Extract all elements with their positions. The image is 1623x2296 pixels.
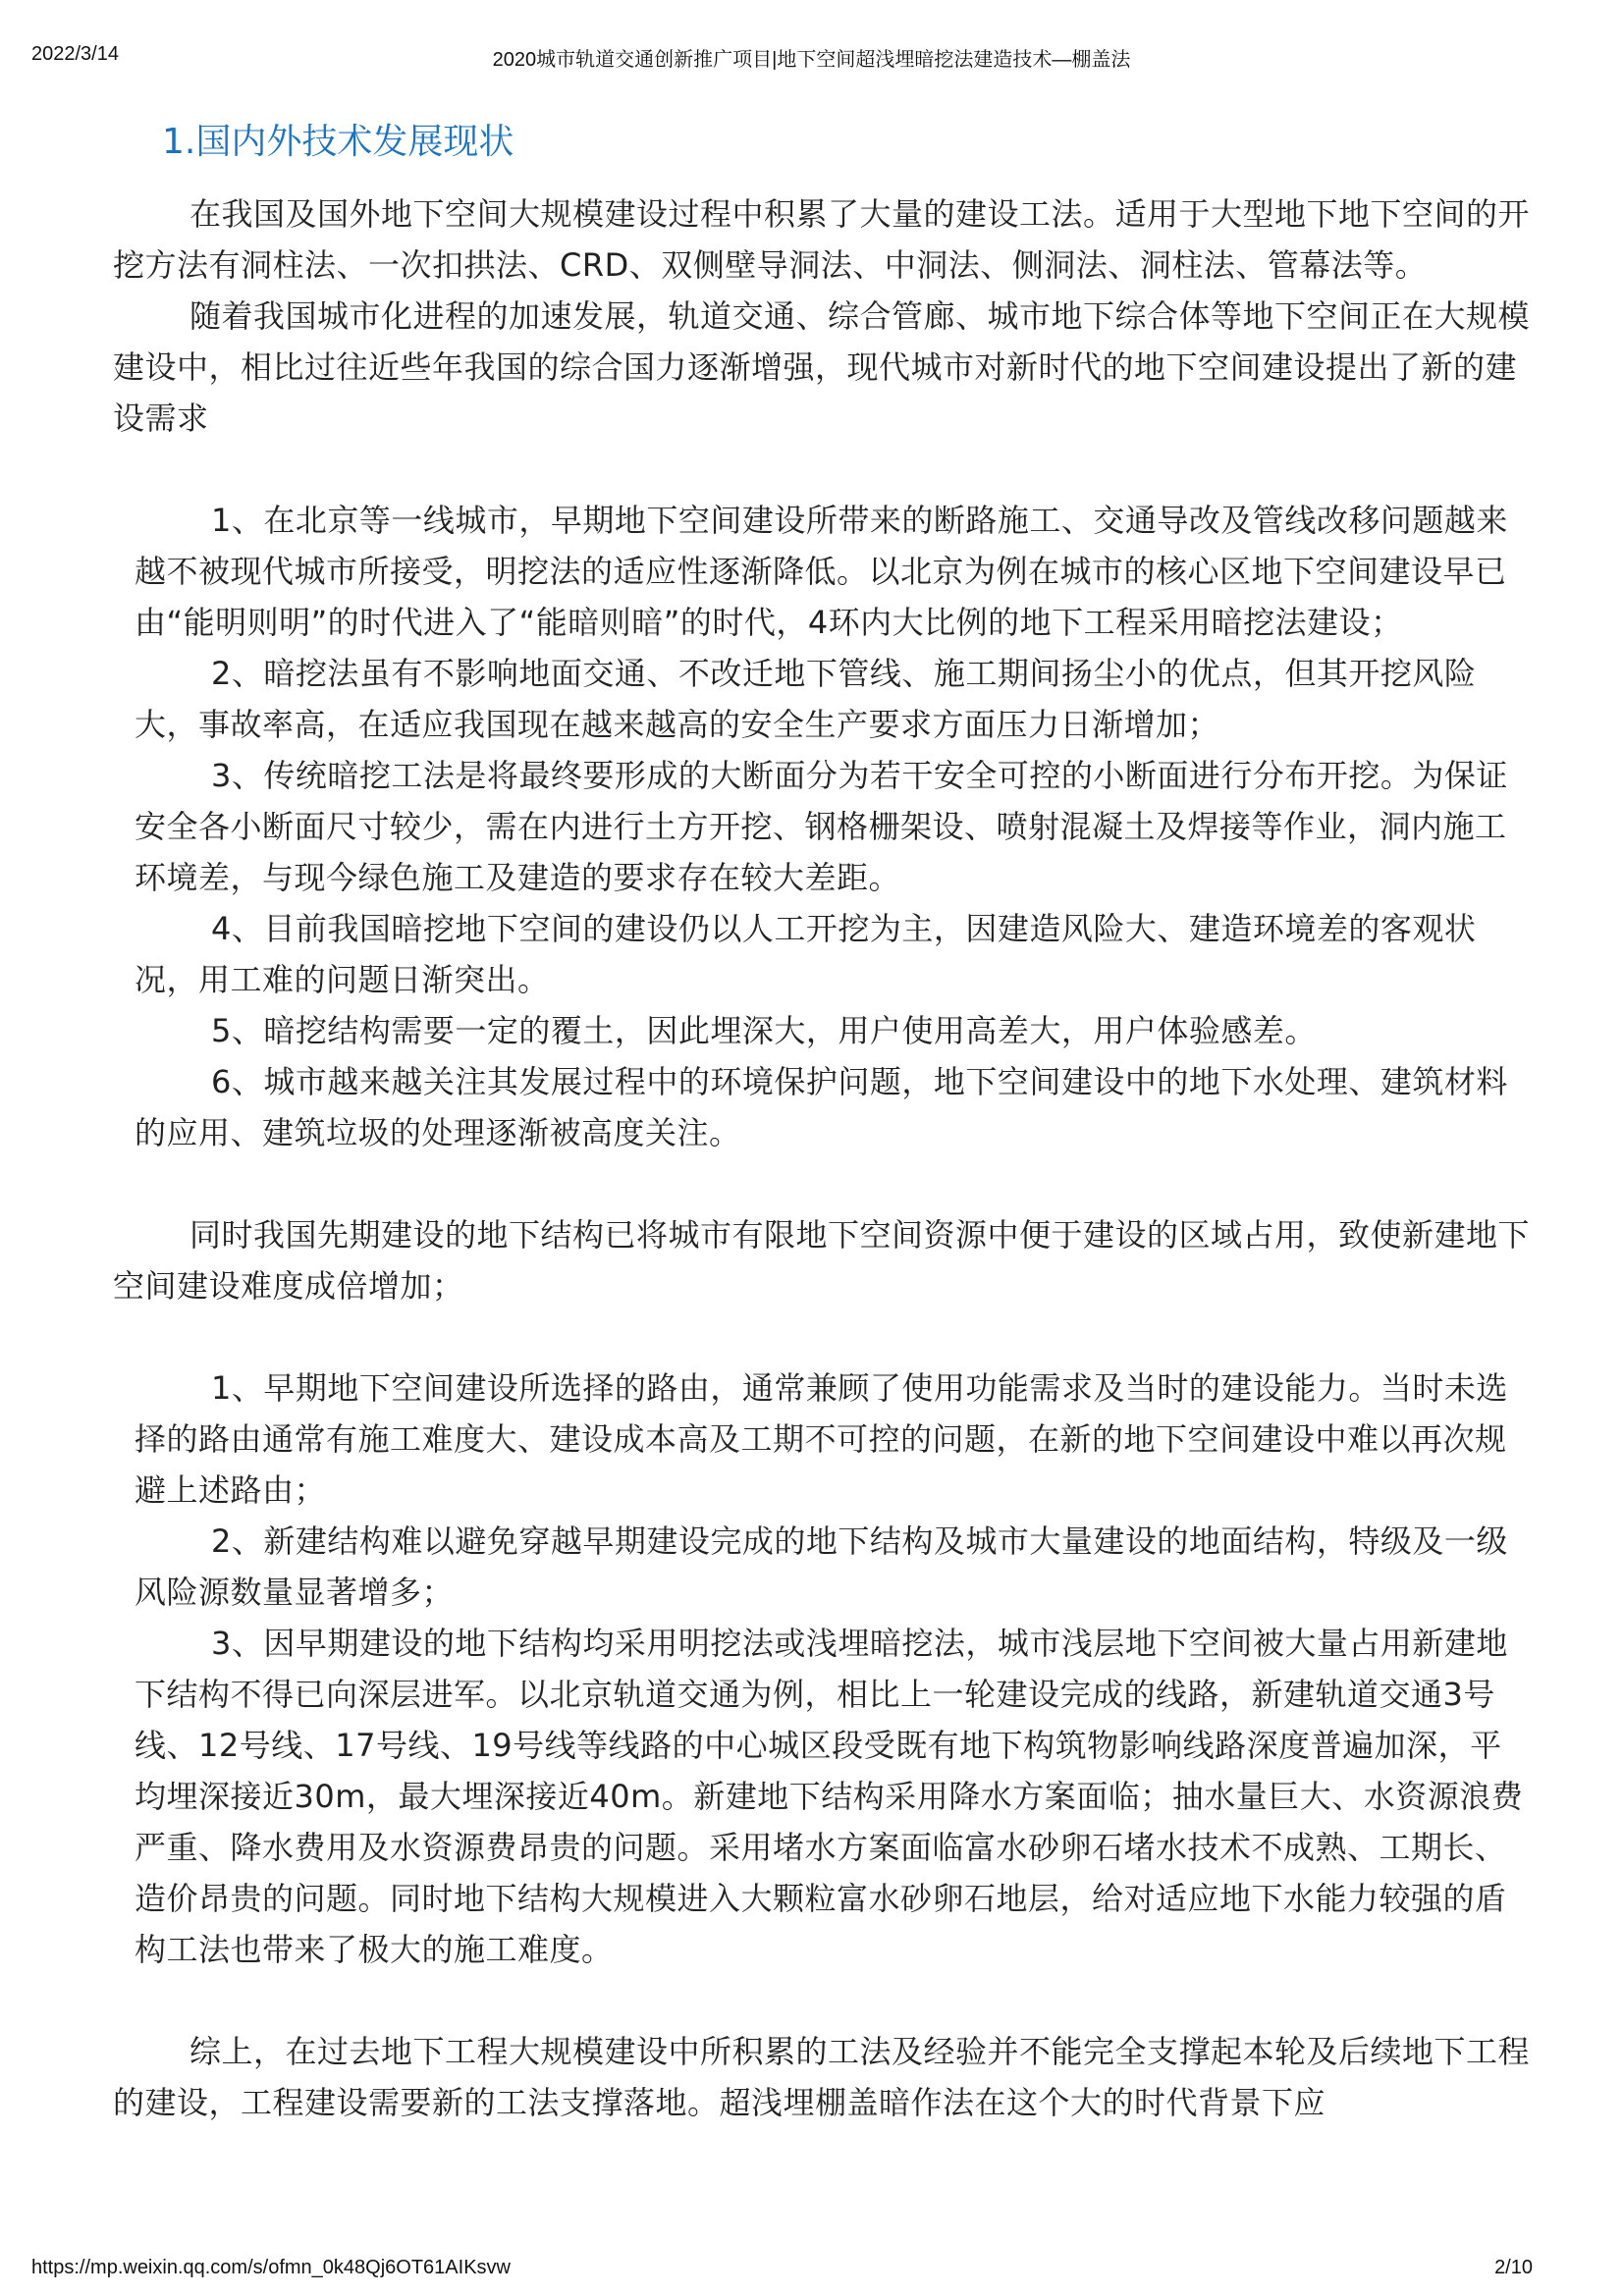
page-number: 2/10 — [1494, 2257, 1533, 2278]
list-item: 2、新建结构难以避免穿越早期建设完成的地下结构及城市大量建设的地面结构，特级及一级风险源数量显著增多； — [135, 1522, 1508, 1611]
list-item: 5、暗挖结构需要一定的覆土，因此埋深大，用户使用高差大，用户体验感差。 — [211, 1012, 1317, 1049]
article-body — [113, 118, 1532, 2128]
list-item: 3、因早期建设的地下结构均采用明挖法或浅埋暗挖法，城市浅层地下空间被大量占用新建地下结构不得已向深层进军。以北京轨道交通为例，相比上一轮建设完成的线路，新建轨道交通3号线、12号线、17号线、19号线等线路的中心城区段受既有地下构筑物影响线路深度普遍加深，平均埋深接近30m，最大埋深接近40m。新建地下结构采用降水方案面临；抽水量巨大、水资源浪费严重、降水费用及水资源费昂贵的问题。采用堵水方案面临富水砂卵石堵水技术不成熟、工期长、造价昂贵的问题。同时地下结构大规模进入大颗粒富水砂卵石地层，给对适应地下水能力较强的盾构工法也带来了极大的施工难度。 — [135, 1625, 1524, 1968]
list-item: 2、暗挖法虽有不影响地面交通、不改迁地下管线、施工期间扬尘小的优点，但其开挖风险大，事故率高，在适应我国现在越来越高的安全生产要求方面压力日渐增加； — [135, 655, 1477, 743]
list-item: 1、在北京等一线城市，早期地下空间建设所带来的断路施工、交通导改及管线改移问题越来越不被现代城市所接受，明挖法的适应性逐渐降低。以北京为例在城市的核心区地下空间建设早已由“能明则明”的时代进入了“能暗则暗”的时代，4环内大比例的地下工程采用暗挖法建设； — [135, 502, 1508, 641]
paragraph-urbanization: 随着我国城市化进程的加速发展，轨道交通、综合管廊、城市地下综合体等地下空间正在大规模建设中，相比过往近些年我国的综合国力逐渐增强，现代城市对新时代的地下空间建设提出了新的建设需求 — [113, 297, 1531, 437]
list-item: 6、城市越来越关注其发展过程中的环境保护问题，地下空间建设中的地下水处理、建筑材料的应用、建筑垃圾的处理逐渐被高度关注。 — [135, 1063, 1508, 1151]
print-title: 2020城市轨道交通创新推广项目|地下空间超浅埋暗挖法建造技术—棚盖法 — [492, 49, 1131, 71]
list-item: 4、目前我国暗挖地下空间的建设仍以人工开挖为主，因建造风险大、建造环境差的客观状况，用工难的问题日渐突出。 — [135, 910, 1477, 998]
paragraph-early-structures: 同时我国先期建设的地下结构已将城市有限地下空间资源中便于建设的区域占用，致使新建地下空间建设难度成倍增加； — [113, 1216, 1531, 1305]
paragraph-conclusion: 综上，在过去地下工程大规模建设中所积累的工法及经验并不能完全支撑起本轮及后续地下工程的建设，工程建设需要新的工法支撑落地。超浅埋棚盖暗作法在这个大的时代背景下应 — [113, 2033, 1531, 2121]
print-date: 2022/3/14 — [31, 43, 119, 65]
list-item: 3、传统暗挖工法是将最终要形成的大断面分为若干安全可控的小断面进行分布开挖。为保证安全各小断面尺寸较少，需在内进行土方开挖、钢格栅架设、喷射混凝土及焊接等作业，洞内施工环境差，与现今绿色施工及建造的要求存在较大差距。 — [135, 757, 1508, 896]
footer-url-link[interactable]: https://mp.weixin.qq.com/s/ofmn_0k48Qj6OT61AIKsvw — [31, 2257, 511, 2278]
list-item: 1、早期地下空间建设所选择的路由，通常兼顾了使用功能需求及当时的建设能力。当时未选择的路由通常有施工难度大、建设成本高及工期不可控的问题，在新的地下空间建设中难以再次规避上述路由； — [135, 1369, 1508, 1509]
paragraph-methods: 在我国及国外地下空间大规模建设过程中积累了大量的建设工法。适用于大型地下地下空间的开挖方法有洞柱法、一次扣拱法、CRD、双侧壁导洞法、中洞法、侧洞法、洞柱法、管幕法等。 — [113, 195, 1531, 284]
section-title: 1.国内外技术发展现状 — [162, 122, 514, 162]
